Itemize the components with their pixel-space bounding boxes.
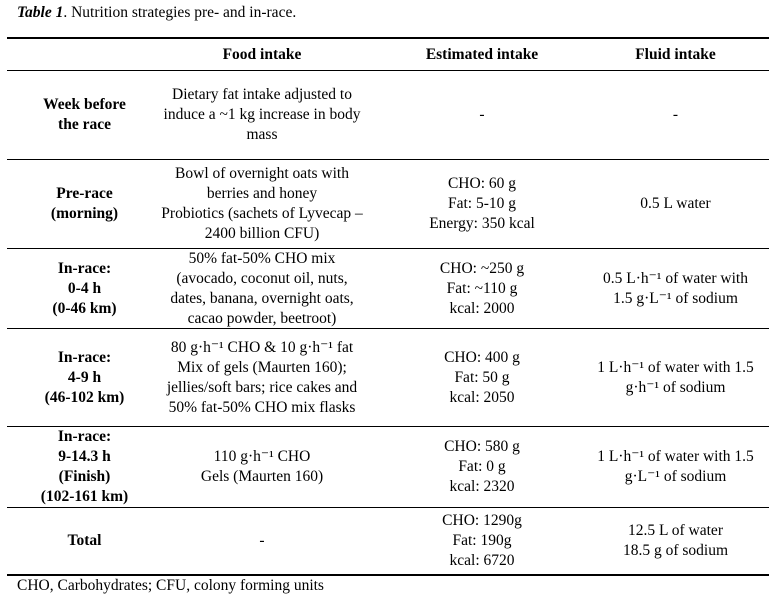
food-intake-cell: Bowl of overnight oats with berries and honey Probiotics (sachets of Lyvecap – 2400 billion CFU) [161,165,363,242]
header-food-intake: Food intake [222,45,302,63]
fluid-intake-cell: 0.5 L·h⁻¹ of water with 1.5 g·L⁻¹ of sodium [603,269,748,307]
estimated-intake-cell: CHO: 400 g Fat: 50 g kcal: 2050 [444,348,520,406]
food-intake-cell: 110 g·h⁻¹ CHO Gels (Maurten 160) [200,448,324,485]
fluid-intake-cell: 1 L·h⁻¹ of water with 1.5 g·h⁻¹ of sodium [597,358,754,396]
table-row [7,160,769,248]
header-estimated-intake: Estimated intake [425,45,539,63]
estimated-intake-cell: CHO: 580 g Fat: 0 g kcal: 2320 [444,438,520,495]
row-label: In-race: 4-9 h (46-102 km) [44,348,125,406]
row-label: Week before the race [43,96,126,133]
table-footnote: CHO, Carbohydrates; CFU, colony forming units [17,577,324,594]
fluid-intake-cell: 0.5 L water [640,195,711,212]
row-label: In-race: 9-14.3 h (Finish) (102-161 km) [40,428,129,505]
estimated-intake-cell: CHO: 1290g Fat: 190g kcal: 6720 [442,512,522,569]
row-label: Pre-race (morning) [50,185,119,222]
table-row [7,427,769,507]
table-caption-text: . Nutrition strategies pre- and in-race. [63,4,297,21]
row-label: Total [67,532,102,549]
fluid-intake-cell: 1 L·h⁻¹ of water with 1.5 g·L⁻¹ of sodium [597,448,754,485]
header-fluid-intake: Fluid intake [635,45,716,63]
row-label: In-race: 0-4 h (0-46 km) [52,259,117,317]
table-caption-label: Table 1 [17,4,64,21]
table-caption [17,4,296,22]
table-row [7,329,769,426]
estimated-intake-cell: CHO: ~250 g Fat: ~110 g kcal: 2000 [439,259,525,317]
fluid-intake-cell: - [672,106,679,123]
fluid-intake-cell: 12.5 L of water 18.5 g of sodium [622,522,729,559]
table-row [7,249,769,328]
food-intake-cell: 80 g·h⁻¹ CHO & 10 g·h⁻¹ fat Mix of gels (Maurten 160); jellies/soft bars; rice cakes and 50% fat-50% CHO mix flasks [166,338,358,416]
estimated-intake-cell: CHO: 60 g Fat: 5-10 g Energy: 350 kcal [429,175,535,232]
header-cell-label [7,39,162,70]
bottom-rule [7,574,769,576]
table-row-total [7,508,769,574]
food-intake-cell: Dietary fat intake adjusted to induce a ~1 kg increase in body mass [163,86,361,143]
food-intake-cell: - [259,532,265,549]
table-row [7,71,769,159]
estimated-intake-cell: - [479,106,485,123]
food-intake-cell: 50% fat-50% CHO mix (avocado, coconut oil, nuts, dates, banana, overnight oats, cacao powder, beetroot) [170,249,354,327]
table-header-row [7,39,769,70]
